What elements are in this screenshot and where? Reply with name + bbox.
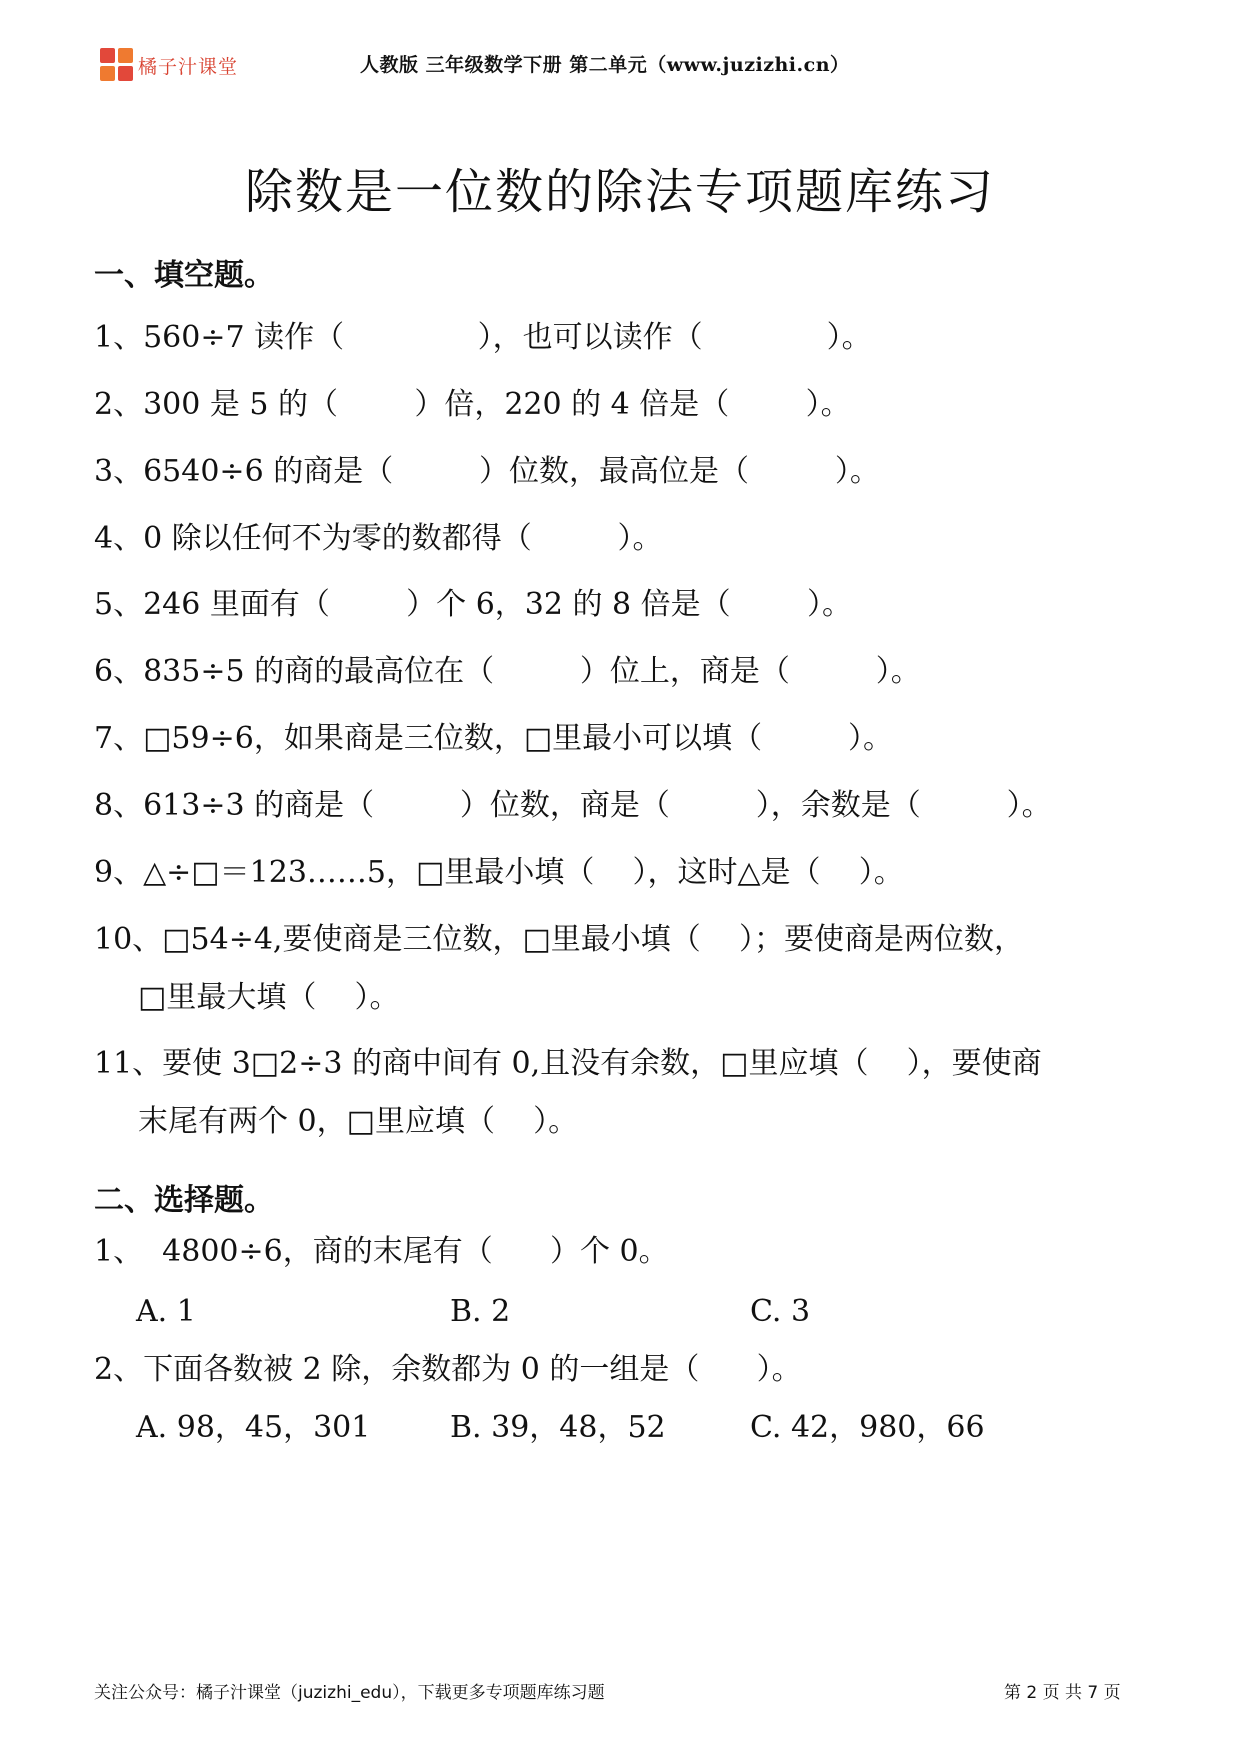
question-11-continued: 末尾有两个 0，□里应填（ ）。 (138, 1104, 579, 1139)
logo-icon (100, 48, 134, 82)
question-9: 9、△÷□＝123……5，□里最小填（ ），这时△是（ ）。 (94, 855, 904, 890)
question-10-continued: □里最大填（ ）。 (138, 980, 400, 1015)
question-2: 2、300 是 5 的（ ）倍，220 的 4 倍是（ ）。 (94, 387, 851, 422)
question-1: 1、560÷7 读作（ ），也可以读作（ ）。 (94, 320, 872, 355)
section-heading-choice: 二、选择题。 (94, 1183, 274, 1218)
choice-2-option-c: C. 42，980，66 (750, 1410, 985, 1445)
question-11: 11、要使 3□2÷3 的商中间有 0,且没有余数，□里应填（ ），要使商 (94, 1046, 1042, 1081)
question-7: 7、□59÷6，如果商是三位数，□里最小可以填（ ）。 (94, 721, 893, 756)
brand-logo (100, 48, 238, 82)
choice-1-option-b: B. 2 (450, 1294, 511, 1329)
section-heading-fill-blank: 一、填空题。 (94, 258, 274, 293)
question-6: 6、835÷5 的商的最高位在（ ）位上，商是（ ）。 (94, 654, 921, 689)
page-number: 第 2 页 共 7 页 (1004, 1683, 1121, 1703)
question-3: 3、6540÷6 的商是（ ）位数，最高位是（ ）。 (94, 454, 880, 489)
header-meta: 人教版 三年级数学下册 第二单元（www.juzizhi.cn） (360, 54, 850, 76)
footer-note: 关注公众号：橘子汁课堂（juzizhi_edu），下载更多专项题库练习题 (94, 1683, 605, 1703)
choice-2-option-b: B. 39，48，52 (450, 1410, 666, 1445)
choice-question-1: 1、 4800÷6，商的末尾有（ ）个 0。 (94, 1234, 669, 1269)
choice-1-option-c: C. 3 (750, 1294, 811, 1329)
question-10: 10、□54÷4,要使商是三位数，□里最小填（ ）；要使商是两位数， (94, 922, 1024, 957)
logo-text: 橘子汁课堂 (138, 55, 239, 78)
page-title: 除数是一位数的除法专项题库练习 (244, 164, 995, 220)
question-8: 8、613÷3 的商是（ ）位数，商是（ ），余数是（ ）。 (94, 788, 1052, 823)
choice-question-2: 2、下面各数被 2 除，余数都为 0 的一组是（ ）。 (94, 1352, 802, 1387)
question-4: 4、0 除以任何不为零的数都得（ ）。 (94, 521, 663, 556)
choice-2-option-a: A. 98，45，301 (136, 1410, 371, 1445)
question-5: 5、246 里面有（ ）个 6，32 的 8 倍是（ ）。 (94, 587, 852, 622)
choice-1-option-a: A. 1 (136, 1294, 196, 1329)
